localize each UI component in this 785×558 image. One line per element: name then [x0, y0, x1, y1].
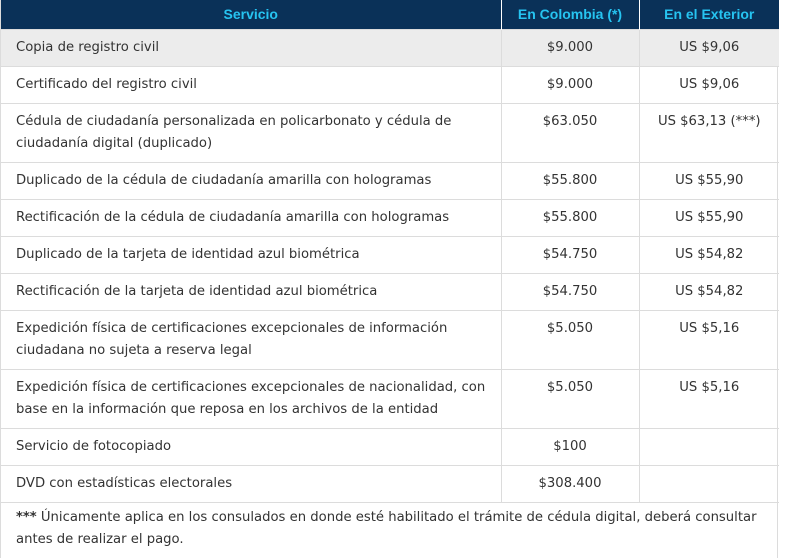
cell-price-colombia: $100	[501, 428, 639, 465]
table-row	[1, 236, 779, 273]
footnote	[0, 500, 778, 558]
cell-price-colombia: $55.800	[501, 199, 639, 236]
table-row	[1, 199, 779, 236]
table-row	[1, 29, 779, 66]
cell-price-colombia: $63.050	[501, 103, 639, 162]
table-row	[1, 66, 779, 103]
cell-price-colombia: $308.400	[501, 465, 639, 502]
footnote-mark: ***	[16, 510, 37, 525]
cell-price-exterior: US $5,16	[639, 369, 779, 428]
cell-service: Servicio de fotocopiado	[1, 428, 501, 465]
table-row	[1, 428, 779, 465]
cell-service: Expedición física de certificaciones excepcionales de nacionalidad, con base en la información que reposa en los archivos de la entidad	[1, 369, 501, 428]
header-servicio: Servicio	[1, 0, 501, 29]
cell-price-exterior	[639, 465, 779, 502]
cell-service: Copia de registro civil	[1, 29, 501, 66]
table-row	[1, 273, 779, 310]
cell-price-colombia: $9.000	[501, 66, 639, 103]
cell-price-exterior: US $54,82	[639, 273, 779, 310]
table-row	[1, 310, 779, 369]
cell-service: Expedición física de certificaciones excepcionales de información ciudadana no sujeta a reserva legal	[1, 310, 501, 369]
cell-price-colombia: $54.750	[501, 273, 639, 310]
table-row	[1, 103, 779, 162]
cell-service: Rectificación de la cédula de ciudadanía amarilla con hologramas	[1, 199, 501, 236]
cell-service: Rectificación de la tarjeta de identidad azul biométrica	[1, 273, 501, 310]
cell-service: Duplicado de la cédula de ciudadanía amarilla con hologramas	[1, 162, 501, 199]
cell-price-exterior: US $9,06	[639, 66, 779, 103]
cell-price-exterior: US $55,90	[639, 199, 779, 236]
header-en-el-exterior: En el Exterior	[639, 0, 779, 29]
cell-price-colombia: $5.050	[501, 310, 639, 369]
services-price-table	[1, 0, 779, 503]
cell-price-exterior	[639, 428, 779, 465]
table-row	[1, 465, 779, 502]
footnote-text: Únicamente aplica en los consulados en donde esté habilitado el trámite de cédula digital, deberá consultar antes de realizar el pago.	[16, 510, 757, 547]
cell-price-exterior: US $9,06	[639, 29, 779, 66]
cell-price-colombia: $9.000	[501, 29, 639, 66]
cell-price-colombia: $55.800	[501, 162, 639, 199]
cell-service: DVD con estadísticas electorales	[1, 465, 501, 502]
cell-price-exterior: US $54,82	[639, 236, 779, 273]
cell-price-colombia: $54.750	[501, 236, 639, 273]
cell-price-colombia: $5.050	[501, 369, 639, 428]
cell-price-exterior: US $5,16	[639, 310, 779, 369]
cell-price-exterior: US $63,13 (***)	[639, 103, 779, 162]
cell-price-exterior: US $55,90	[639, 162, 779, 199]
cell-service: Certificado del registro civil	[1, 66, 501, 103]
cell-service: Duplicado de la tarjeta de identidad azul biométrica	[1, 236, 501, 273]
table-row	[1, 369, 779, 428]
table-header-row	[1, 0, 779, 29]
cell-service: Cédula de ciudadanía personalizada en policarbonato y cédula de ciudadanía digital (duplicado)	[1, 103, 501, 162]
header-en-colombia: En Colombia (*)	[501, 0, 639, 29]
table-row	[1, 162, 779, 199]
